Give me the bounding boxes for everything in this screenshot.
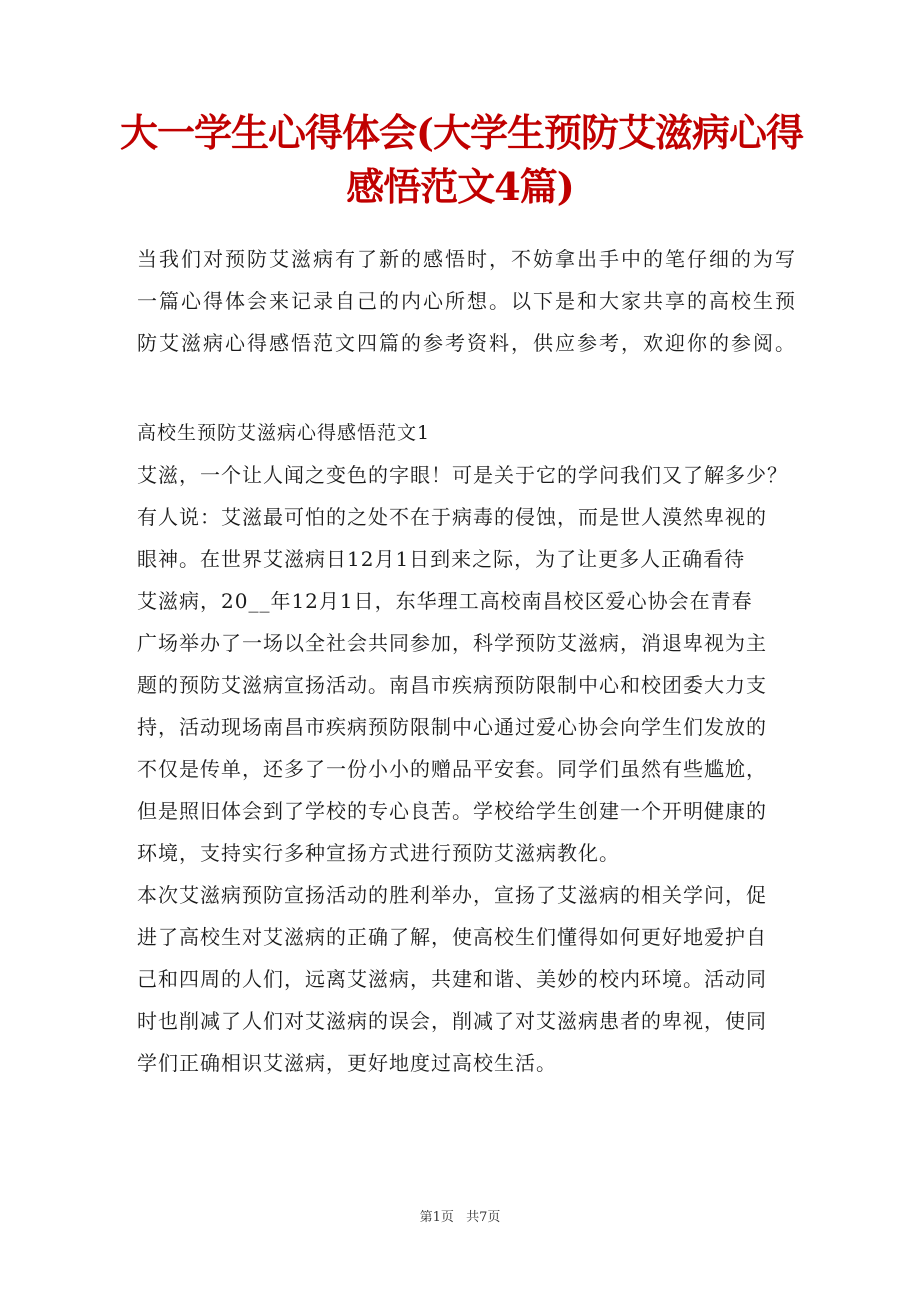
paragraph-line: 持，活动现场南昌市疾病预防限制中心通过爱心协会向学生们发放的 — [137, 715, 767, 739]
intro-line: 防艾滋病心得感悟范文四篇的参考资料，供应参考，欢迎你的参阅。 — [137, 331, 797, 355]
paragraph-line: 不仅是传单，还多了一份小小的赠品平安套。同学们虽然有些尴尬， — [137, 757, 767, 781]
page-number-current: 第1页 — [419, 1210, 454, 1225]
body-paragraph-1 — [137, 454, 801, 874]
paragraph-line: 环境，支持实行多种宣扬方式进行预防艾滋病教化。 — [137, 841, 620, 865]
title-line-1: 大一学生心得体会(大学生预防艾滋病心得 — [120, 110, 803, 155]
title-line-2: 感悟范文4篇) — [346, 164, 574, 209]
intro-line: 一篇心得体会来记录自己的内心所想。以下是和大家共享的高校生预 — [137, 289, 797, 313]
page-footer — [0, 1206, 920, 1225]
paragraph-line: 艾滋，一个让人闻之变色的字眼！可是关于它的学问我们又了解多少？ — [137, 463, 788, 487]
paragraph-line: 但是照旧体会到了学校的专心良苦。学校给学生创建一个开明健康的 — [137, 799, 767, 823]
page-number-total: 共7页 — [466, 1210, 501, 1225]
intro-line: 当我们对预防艾滋病有了新的感悟时，不妨拿出手中的笔仔细的为写 — [137, 247, 797, 271]
section-heading: 高校生预防艾滋病心得感悟范文1 — [137, 422, 431, 444]
document-title — [120, 106, 803, 214]
paragraph-line: 眼神。在世界艾滋病日12月1日到来之际，为了让更多人正确看待 — [137, 547, 746, 571]
paragraph-line: 题的预防艾滋病宣扬活动。南昌市疾病预防限制中心和校团委大力支 — [137, 673, 767, 697]
paragraph-line: 学们正确相识艾滋病，更好地度过高校生活。 — [137, 1051, 557, 1075]
paragraph-line: 时也削减了人们对艾滋病的误会，削减了对艾滋病患者的卑视，使同 — [137, 1009, 767, 1033]
paragraph-line: 本次艾滋病预防宣扬活动的胜利举办，宣扬了艾滋病的相关学问，促 — [137, 883, 767, 907]
paragraph-line: 有人说：艾滋最可怕的之处不在于病毒的侵蚀，而是世人漠然卑视的 — [137, 505, 767, 529]
intro-paragraph — [137, 238, 801, 364]
paragraph-line: 艾滋病，20__年12月1日，东华理工高校南昌校区爱心协会在青春 — [137, 589, 753, 613]
paragraph-line: 进了高校生对艾滋病的正确了解，使高校生们懂得如何更好地爱护自 — [137, 925, 767, 949]
paragraph-line: 己和四周的人们，远离艾滋病，共建和谐、美妙的校内环境。活动同 — [137, 967, 767, 991]
document-body — [137, 238, 801, 1084]
section-spacer — [137, 364, 801, 412]
body-paragraph-2 — [137, 874, 801, 1084]
paragraph-line: 广场举办了一场以全社会共同参加，科学预防艾滋病，消退卑视为主 — [137, 631, 767, 655]
